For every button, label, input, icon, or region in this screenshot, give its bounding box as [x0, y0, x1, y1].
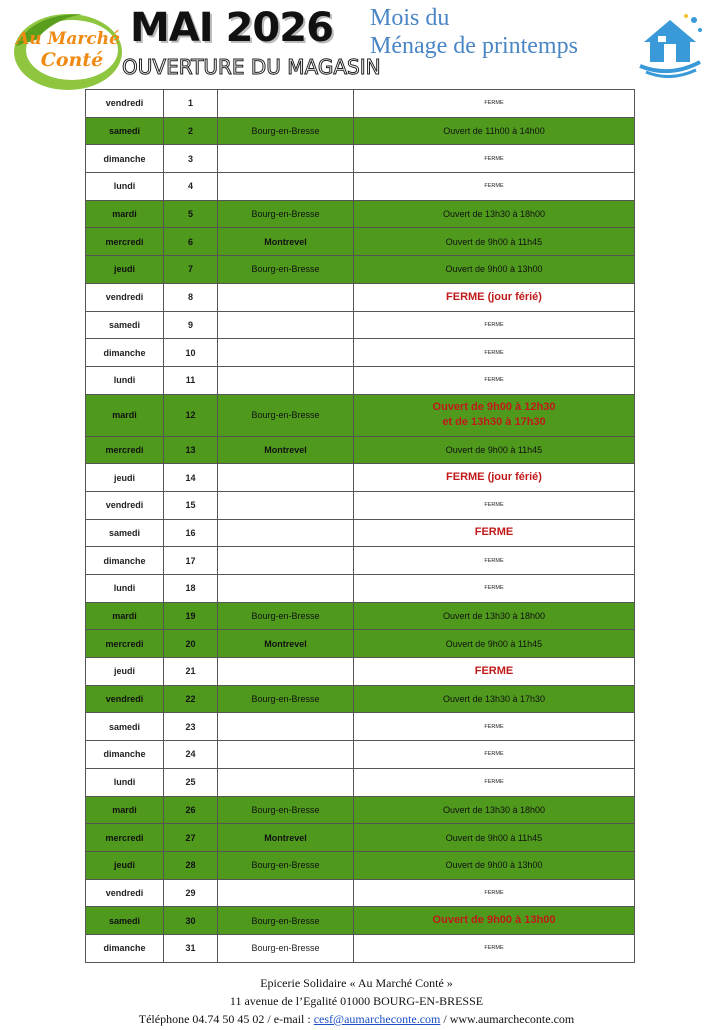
day-number-cell: 18: [164, 575, 218, 603]
day-number-cell: 11: [164, 366, 218, 394]
day-name-cell: mardi: [86, 394, 164, 436]
table-row: [86, 934, 635, 962]
table-row: [86, 824, 635, 852]
location-cell: [218, 519, 354, 547]
hours-cell: [354, 339, 635, 367]
table-row: [86, 90, 635, 118]
day-name-cell: dimanche: [86, 741, 164, 769]
hours-text: FERME: [484, 751, 504, 758]
day-number-cell: 16: [164, 519, 218, 547]
day-name-cell: samedi: [86, 311, 164, 339]
location-cell: [218, 713, 354, 741]
hours-cell: [354, 824, 635, 852]
day-number-cell: 1: [164, 90, 218, 118]
day-name-cell: vendredi: [86, 491, 164, 519]
day-name-cell: vendredi: [86, 90, 164, 118]
table-row: [86, 768, 635, 796]
table-row: [86, 575, 635, 603]
location-cell: [218, 491, 354, 519]
promo-text: [370, 4, 578, 60]
table-row: [86, 173, 635, 201]
hours-text: Ouvert de 9h00 à 13h00: [445, 264, 543, 275]
hours-text: FERME: [484, 585, 504, 592]
day-number-cell: 8: [164, 283, 218, 311]
day-number-cell: 12: [164, 394, 218, 436]
page-title: MAI 2026: [130, 5, 333, 51]
hours-cell: [354, 311, 635, 339]
day-number-cell: 29: [164, 879, 218, 907]
location-cell: [218, 464, 354, 492]
hours-cell: [354, 117, 635, 145]
location-cell: Bourg-en-Bresse: [218, 796, 354, 824]
day-number-cell: 23: [164, 713, 218, 741]
hours-cell: [354, 934, 635, 962]
location-cell: Bourg-en-Bresse: [218, 256, 354, 284]
hours-text: FERME: [484, 502, 504, 509]
table-row: [86, 851, 635, 879]
location-cell: [218, 311, 354, 339]
day-number-cell: 31: [164, 934, 218, 962]
logo-text-2: Conté: [40, 49, 104, 71]
day-name-cell: dimanche: [86, 547, 164, 575]
day-name-cell: samedi: [86, 907, 164, 935]
hours-cell: [354, 547, 635, 575]
table-row: [86, 602, 635, 630]
day-name-cell: samedi: [86, 713, 164, 741]
day-number-cell: 21: [164, 658, 218, 686]
footer-email-link[interactable]: cesf@aumarcheconte.com: [313, 1012, 441, 1026]
day-number-cell: 4: [164, 173, 218, 201]
hours-text: Ouvert de 9h00 à 11h45: [445, 832, 543, 843]
day-name-cell: mercredi: [86, 228, 164, 256]
day-number-cell: 28: [164, 851, 218, 879]
location-cell: Bourg-en-Bresse: [218, 685, 354, 713]
footer-line-1: Epicerie Solidaire « Au Marché Conté »: [260, 976, 453, 990]
day-name-cell: vendredi: [86, 283, 164, 311]
table-row: [86, 283, 635, 311]
location-cell: Montrevel: [218, 824, 354, 852]
hours-cell: [354, 200, 635, 228]
opening-schedule-table: [85, 89, 635, 963]
hours-text: FERME: [474, 664, 514, 677]
hours-text: FERME: [484, 155, 504, 162]
day-number-cell: 13: [164, 436, 218, 464]
hours-text: FERME: [484, 183, 504, 190]
day-name-cell: mardi: [86, 602, 164, 630]
footer-phone: Téléphone 04.74 50 45 02 / e-mail :: [138, 1012, 314, 1026]
location-cell: [218, 741, 354, 769]
hours-cell: [354, 256, 635, 284]
hours-text: Ouvert de 13h30 à 18h00: [442, 209, 546, 220]
table-row: [86, 366, 635, 394]
location-cell: [218, 366, 354, 394]
location-cell: Bourg-en-Bresse: [218, 907, 354, 935]
footer-line-3: [0, 1010, 713, 1028]
hours-text: Ouvert de 13h30 à 17h30: [442, 694, 546, 705]
day-number-cell: 9: [164, 311, 218, 339]
hours-text: FERME: [484, 723, 504, 730]
table-row: [86, 311, 635, 339]
day-number-cell: 26: [164, 796, 218, 824]
day-number-cell: 5: [164, 200, 218, 228]
location-cell: Bourg-en-Bresse: [218, 200, 354, 228]
hours-cell: [354, 519, 635, 547]
hours-cell: [354, 283, 635, 311]
table-row: [86, 394, 635, 436]
table-row: [86, 907, 635, 935]
day-name-cell: lundi: [86, 173, 164, 201]
page-header: [0, 0, 713, 88]
hours-text: Ouvert de 9h00 à 13h00: [445, 860, 543, 871]
day-name-cell: samedi: [86, 117, 164, 145]
hours-cell: [354, 630, 635, 658]
day-number-cell: 22: [164, 685, 218, 713]
day-number-cell: 25: [164, 768, 218, 796]
hours-cell: [354, 436, 635, 464]
day-number-cell: 17: [164, 547, 218, 575]
hours-text: FERME (jour férié): [446, 290, 542, 303]
day-name-cell: jeudi: [86, 256, 164, 284]
location-cell: Bourg-en-Bresse: [218, 602, 354, 630]
store-logo: [12, 6, 124, 92]
day-name-cell: dimanche: [86, 934, 164, 962]
location-cell: Montrevel: [218, 630, 354, 658]
hours-cell: [354, 90, 635, 118]
hours-text: FERME: [484, 889, 504, 896]
day-number-cell: 24: [164, 741, 218, 769]
table-row: [86, 796, 635, 824]
promo-line-2: Ménage de printemps: [370, 33, 578, 59]
location-cell: Bourg-en-Bresse: [218, 934, 354, 962]
hours-cell: [354, 602, 635, 630]
table-row: [86, 145, 635, 173]
hours-text: FERME (jour férié): [446, 471, 542, 484]
store-logo-icon: [12, 6, 124, 92]
hours-text: Ouvert de 9h00 à 11h45: [445, 236, 543, 247]
day-name-cell: vendredi: [86, 879, 164, 907]
day-number-cell: 10: [164, 339, 218, 367]
location-cell: [218, 879, 354, 907]
hours-cell: [354, 713, 635, 741]
location-cell: Montrevel: [218, 228, 354, 256]
table-row: [86, 228, 635, 256]
table-row: [86, 658, 635, 686]
hours-text: FERME: [484, 557, 504, 564]
location-cell: [218, 283, 354, 311]
day-number-cell: 14: [164, 464, 218, 492]
hours-cell: [354, 658, 635, 686]
hours-cell: [354, 491, 635, 519]
table-row: [86, 339, 635, 367]
location-cell: [218, 575, 354, 603]
location-cell: [218, 768, 354, 796]
table-row: [86, 547, 635, 575]
day-name-cell: mercredi: [86, 436, 164, 464]
hours-cell: [354, 464, 635, 492]
location-cell: [218, 145, 354, 173]
table-row: [86, 685, 635, 713]
page-footer: [0, 974, 713, 1028]
day-name-cell: mercredi: [86, 630, 164, 658]
cleaning-house-icon: [636, 12, 704, 78]
location-cell: Bourg-en-Bresse: [218, 394, 354, 436]
hours-cell: [354, 394, 635, 436]
day-number-cell: 20: [164, 630, 218, 658]
day-name-cell: lundi: [86, 575, 164, 603]
hours-text: FERME: [484, 321, 504, 328]
location-cell: [218, 173, 354, 201]
hours-cell: [354, 173, 635, 201]
day-name-cell: mercredi: [86, 824, 164, 852]
day-number-cell: 3: [164, 145, 218, 173]
table-row: [86, 713, 635, 741]
location-cell: [218, 547, 354, 575]
footer-website[interactable]: / www.aumarcheconte.com: [440, 1012, 575, 1026]
hours-text: Ouvert de 9h00 à 13h00: [432, 914, 556, 927]
hours-text: FERME: [484, 100, 504, 107]
hours-text: Ouvert de 13h30 à 18h00: [442, 611, 546, 622]
day-name-cell: jeudi: [86, 464, 164, 492]
day-name-cell: dimanche: [86, 145, 164, 173]
hours-cell: [354, 228, 635, 256]
hours-text: FERME: [484, 945, 504, 952]
day-name-cell: lundi: [86, 366, 164, 394]
day-name-cell: jeudi: [86, 851, 164, 879]
table-row: [86, 436, 635, 464]
day-number-cell: 6: [164, 228, 218, 256]
hours-cell: [354, 768, 635, 796]
hours-text: Ouvert de 13h30 à 18h00: [442, 804, 546, 815]
day-number-cell: 7: [164, 256, 218, 284]
day-name-cell: mardi: [86, 200, 164, 228]
promo-line-1: Mois du: [370, 5, 450, 31]
day-name-cell: vendredi: [86, 685, 164, 713]
hours-cell: [354, 366, 635, 394]
location-cell: Bourg-en-Bresse: [218, 851, 354, 879]
location-cell: Montrevel: [218, 436, 354, 464]
day-number-cell: 2: [164, 117, 218, 145]
hours-text: Ouvert de 9h00 à 12h30: [432, 401, 556, 414]
day-number-cell: 30: [164, 907, 218, 935]
day-name-cell: jeudi: [86, 658, 164, 686]
day-number-cell: 15: [164, 491, 218, 519]
hours-cell: [354, 879, 635, 907]
table-row: [86, 256, 635, 284]
table-row: [86, 741, 635, 769]
day-name-cell: lundi: [86, 768, 164, 796]
day-number-cell: 27: [164, 824, 218, 852]
hours-text: Ouvert de 9h00 à 11h45: [445, 638, 543, 649]
day-number-cell: 19: [164, 602, 218, 630]
hours-text: FERME: [484, 377, 504, 384]
day-name-cell: mardi: [86, 796, 164, 824]
table-row: [86, 519, 635, 547]
table-row: [86, 464, 635, 492]
table-row: [86, 491, 635, 519]
hours-cell: [354, 145, 635, 173]
hours-text: FERME: [474, 526, 514, 539]
footer-line-2: 11 avenue de l’Egalité 01000 BOURG-EN-BRESSE: [229, 994, 484, 1008]
hours-text-2: et de 13h30 à 17h30: [442, 416, 546, 429]
page-subtitle: OUVERTURE DU MAGASIN: [122, 55, 381, 79]
location-cell: [218, 658, 354, 686]
location-cell: [218, 339, 354, 367]
hours-cell: [354, 907, 635, 935]
hours-text: FERME: [484, 779, 504, 786]
hours-text: Ouvert de 9h00 à 11h45: [445, 444, 543, 455]
hours-text: Ouvert de 11h00 à 14h00: [443, 126, 545, 137]
day-name-cell: dimanche: [86, 339, 164, 367]
hours-cell: [354, 741, 635, 769]
table-row: [86, 200, 635, 228]
hours-cell: [354, 851, 635, 879]
logo-text-1: Au Marché: [16, 29, 120, 49]
table-row: [86, 879, 635, 907]
hours-cell: [354, 685, 635, 713]
hours-cell: [354, 796, 635, 824]
table-row: [86, 630, 635, 658]
hours-text: FERME: [484, 349, 504, 356]
hours-cell: [354, 575, 635, 603]
day-name-cell: samedi: [86, 519, 164, 547]
table-row: [86, 117, 635, 145]
location-cell: [218, 90, 354, 118]
location-cell: Bourg-en-Bresse: [218, 117, 354, 145]
